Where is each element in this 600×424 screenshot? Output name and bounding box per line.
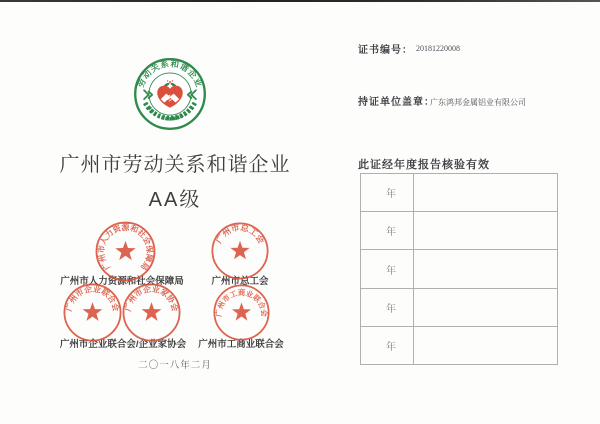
harmonious-labor-emblem-icon (133, 57, 207, 131)
stamp-industry-commerce (212, 283, 271, 342)
cert-number-label: 证书编号： (358, 45, 413, 56)
stamp-entrepreneurs-association (121, 282, 182, 343)
stamp-arc-text: 广州市总工会 (213, 222, 267, 246)
stamp-arc-text: 广州市人力资源和社会保障局 (96, 223, 155, 272)
year-label: 年 (361, 250, 414, 287)
year-label: 年 (361, 174, 414, 211)
stamp-arc-text: 广州市工商业联合会 (214, 288, 269, 318)
stamp-enterprise-federation (62, 282, 123, 343)
emblem-flower-dot (167, 80, 168, 81)
validity-note: 此证经年度报告核验有效 (358, 159, 490, 171)
table-row (361, 289, 557, 327)
emblem-flower-dot (172, 80, 173, 81)
scan-edge-line (0, 0, 600, 2)
holder-seal-label: 持证单位盖章： (358, 97, 435, 108)
stamp-arc-text: 广州市企业联合会 (64, 284, 121, 313)
year-label: 年 (361, 327, 414, 364)
table-row (361, 212, 557, 250)
table-row (361, 174, 557, 212)
year-blank-cell (414, 289, 557, 326)
certificate-title: 广州市劳动关系和谐企业 (59, 154, 291, 176)
emblem-arc-text: 劳动关系和谐企业 (135, 58, 205, 89)
stamp-trade-union (210, 221, 270, 281)
year-label: 年 (361, 289, 414, 326)
certificate-grade: AA级 (148, 189, 202, 211)
stamp-label-industry-commerce: 广州市工商业联合会 (198, 339, 284, 350)
annual-verification-table (360, 173, 558, 365)
stamp-label-hr-bureau: 广州市人力资源和社会保障局 (60, 276, 184, 287)
holder-company-name: 广东鸿邦金属铝业有限公司 (430, 98, 526, 107)
year-blank-cell (414, 250, 557, 287)
year-blank-cell (414, 212, 557, 249)
cert-number-value: 20181220008 (416, 44, 460, 53)
emblem-flower-dot (169, 81, 171, 83)
year-blank-cell (414, 327, 557, 364)
stamp-label-trade-union: 广州市总工会 (211, 276, 269, 287)
table-row (361, 327, 557, 364)
table-row (361, 250, 557, 288)
stamp-arc-text: 广州市企业家协会 (123, 284, 180, 313)
certificate-date: 二〇一八年二月 (138, 360, 212, 371)
stamp-hr-bureau (94, 220, 157, 283)
stamp-label-federation-pair: 广州市企业联合会/企业家协会 (59, 339, 187, 350)
year-blank-cell (414, 174, 557, 211)
year-label: 年 (361, 212, 414, 249)
